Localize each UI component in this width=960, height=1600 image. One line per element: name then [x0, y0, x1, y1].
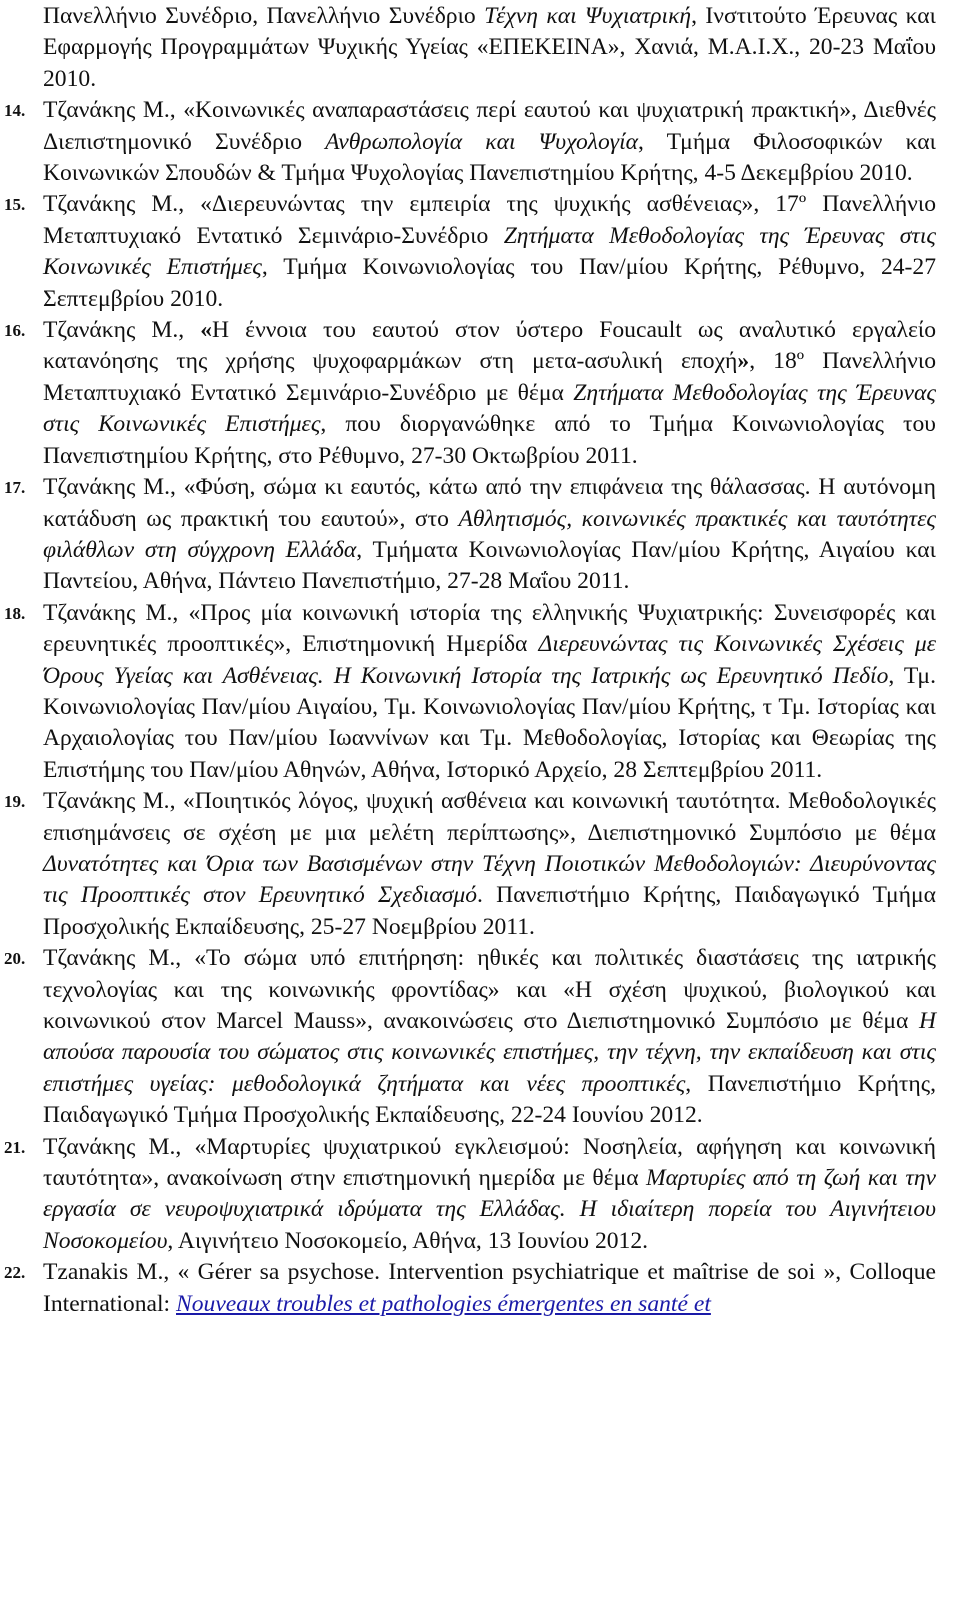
- entry-number: 16.: [4, 321, 26, 341]
- italic-title: Ζητήματα Μεθοδολογίας της Έρευνας στις Κοινωνικές Επιστήμες: [43, 222, 937, 281]
- text-run: Τζανάκης Μ., «Διερευνώντας την εμπειρία της ψυχικής ασθένειας», 17º Πανελλήνιο Μεταπτυχιακό Εντατικό Σεμινάριο-Συνέδριο: [43, 191, 936, 249]
- entry-text: [43, 1259, 936, 1316]
- text-run: Tzanakis M., « Gérer sa psychose. Intervention psychiatrique et maîtrise de soi », Colloque International:: [43, 1259, 936, 1317]
- bold-mark: »: [737, 348, 750, 375]
- text-run: , Τμήματα Κοινωνιολογίας Παν/μίου Κρήτης, Αιγαίου και Παντείου, Αθήνα, Πάντειο Πανεπιστήμιο, 27-28 Μαΐου 2011.: [43, 536, 936, 595]
- entry-text: [43, 97, 936, 186]
- entry-text: [43, 191, 936, 311]
- italic-title: Ανθρωπολογία και Ψυχολογία: [325, 128, 639, 155]
- italic-title: Αθλητισμός, κοινωνικές πρακτικές και ταυτότητες φιλάθλων στη σύγχρονη Ελλάδα: [43, 505, 936, 563]
- reference-entry: [0, 472, 936, 598]
- reference-list: [0, 95, 936, 1320]
- italic-title: Διερευνώντας τις Κοινωνικές Σχέσεις με Όρους Υγείας και Ασθένειας. Η Κοινωνική Ιστορία της Ιατρικής ως Ερευνητικό Πεδίο: [43, 631, 936, 689]
- reference-entry: [0, 189, 936, 315]
- reference-entry: [0, 315, 936, 472]
- entry-number: 17.: [4, 478, 26, 498]
- entry-text: [43, 600, 936, 783]
- text-run: , Τμήμα Κοινωνιολογίας του Παν/μίου Κρήτης, Ρέθυμνο, 24-27 Σεπτεμβρίου 2010.: [43, 254, 936, 312]
- text-run: , Τμήμα Φιλοσοφικών και Κοινωνικών Σπουδών & Τμήμα Ψυχολογίας Πανεπιστημίου Κρήτης, 4-5 Δεκεμβρίου 2010.: [43, 128, 936, 187]
- document-body: [0, 1, 936, 1320]
- text-run: Τζανάκης Μ., «Μαρτυρίες ψυχιατρικού εγκλεισμού: Νοσηλεία, αφήγηση και κοινωνική ταυτότητα», ανακοίνωση στην επιστημονική ημερίδα με θέμα: [43, 1133, 936, 1192]
- text-run: Η έννοια του εαυτού στον ύστερο Foucault ως αναλυτικό εργαλείο κατανόησης της χρήσης ψυχοφαρμάκων στη μετα-ασυλική εποχή: [43, 317, 936, 375]
- text-run: , Τμ. Κοινωνιολογίας Παν/μίου Αιγαίου, Τμ. Κοινωνιολογίας Παν/μίου Κρήτης, τ Τμ. Ιστορίας και Αρχαιολογίας του Παν/μίου Ιωαννίνων και Τμ. Μεθοδολογίας, Ιστορίας και Θεωρίας της Επιστήμης του Παν/μίου Αθηνών, Αθήνα, Ιστορικό Αρχείο, 28 Σεπτεμβρίου 2011.: [43, 662, 936, 783]
- italic-title: Ζητήματα Μεθοδολογίας της Έρευνας στις Κοινωνικές Επιστήμες: [43, 379, 936, 438]
- text-run: Τζανάκης Μ., «Ποιητικός λόγος, ψυχική ασθένεια και κοινωνική ταυτότητα. Μεθοδολογικές επισημάνσεις σε σχέση με μια μελέτη περίπτωσης», Διεπιστημονικό Συμπόσιο με θέμα: [43, 788, 936, 846]
- text-run: , που διοργανώθηκε από το Τμήμα Κοινωνιολογίας του Πανεπιστημίου Κρήτης, στο Ρέθυμνο, 27-30 Οκτωβρίου 2011.: [43, 411, 936, 469]
- text-run: , Ινστιτούτο Έρευνας και Εφαρμογής Προγραμμάτων Ψυχικής Υγείας «ΕΠΕΚΕΙΝΑ», Χανιά, Μ.Α.Ι.Χ., 20-23 Μαΐου 2010.: [43, 3, 937, 92]
- italic-title: Η απούσα παρουσία του σώματος στις κοινωνικές επιστήμες, την τέχνη, την εκπαίδευση και στις επιστήμες υγείας: μεθοδολογικά ζητήματα και νέες προοπτικές: [43, 1008, 936, 1097]
- italic-title: Τέχνη και Ψυχιατρική: [484, 3, 692, 29]
- entry-number: 20.: [4, 949, 26, 969]
- text-run: Τζανάκης Μ., «Προς μία κοινωνική ιστορία της ελληνικής Ψυχιατρικής: Συνεισφορές και ερευνητικές προοπτικές», Επιστημονική Ημερίδα: [43, 599, 936, 658]
- entry-text: [43, 945, 936, 1128]
- reference-entry: [0, 95, 936, 189]
- entry-number: 19.: [4, 792, 26, 812]
- entry-text: [43, 317, 936, 469]
- text-run: Πανελλήνιο Συνέδριο, Πανελλήνιο Συνέδριο: [43, 3, 485, 29]
- text-run: , Αιγινήτειο Νοσοκομείο, Αθήνα, 13 Ιουνίου 2012.: [167, 1227, 649, 1254]
- reference-entry: [0, 786, 936, 943]
- entry-number: 15.: [4, 195, 26, 215]
- external-link[interactable]: Nouveaux troubles et pathologies émergentes en santé et: [176, 1290, 711, 1317]
- text-run: Τζανάκης Μ.,: [43, 317, 201, 344]
- entry-number: 18.: [4, 603, 26, 623]
- bold-mark: «: [200, 317, 213, 344]
- entry-text: [43, 1134, 936, 1254]
- text-run: , 18º Πανελλήνιο Μεταπτυχιακό Εντατικό Σεμινάριο-Συνέδριο με θέμα: [43, 348, 936, 406]
- text-run: Τζανάκης Μ., «Το σώμα υπό επιτήρηση: ηθικές και πολιτικές διαστάσεις της ιατρικής τεχνολογίας και της κοινωνικής φροντίδας» και «Η σχέση ψυχικού, βιολογικού και κοινωνικού στον Marcel Mauss», ανακοινώσεις στο Διεπιστημονικό Συμπόσιο με θέμα: [43, 945, 936, 1034]
- italic-title: Δυνατότητες και Όρια των Βασισμένων στην Τέχνη Ποιοτικών Μεθοδολογιών: Διευρύνοντας τις Προοπτικές στον Ερευνητικό Σχεδιασμό: [43, 850, 936, 909]
- text-run: Τζανάκης Μ., «Κοινωνικές αναπαραστάσεις περί εαυτού και ψυχιατρική πρακτική», Διεθνές Διεπιστημονικό Συνέδριο: [43, 97, 936, 155]
- continued-entry: [0, 1, 936, 95]
- entry-number: 22.: [4, 1263, 26, 1283]
- entry-number: 14.: [4, 101, 26, 121]
- reference-entry: [0, 598, 936, 786]
- reference-entry: [0, 1132, 936, 1258]
- reference-entry: [0, 943, 936, 1131]
- entry-text: [43, 3, 936, 92]
- text-run: Τζανάκης Μ., «Φύση, σώμα κι εαυτός, κάτω από την επιφάνεια της θάλασσας. Η αυτόνομη κατάδυση ως πρακτική του εαυτού», στο: [43, 474, 936, 532]
- text-run: , Πανεπιστήμιο Κρήτης, Παιδαγωγικό Τμήμα Προσχολικής Εκπαίδευσης, 22-24 Ιουνίου 2012.: [43, 1070, 936, 1129]
- text-run: . Πανεπιστήμιο Κρήτης, Παιδαγωγικό Τμήμα Προσχολικής Εκπαίδευσης, 25-27 Νοεμβρίου 2011.: [43, 882, 936, 940]
- reference-entry: [0, 1257, 936, 1320]
- entry-number: 21.: [4, 1137, 26, 1157]
- italic-title: Μαρτυρίες από τη ζωή και την εργασία σε νευροψυχιατρικά ιδρύματα της Ελλάδας. Η ιδιαίτερη πορεία του Αιγινήτειου Νοσοκομείου: [43, 1165, 936, 1254]
- entry-text: [43, 474, 936, 594]
- entry-text: [43, 788, 936, 940]
